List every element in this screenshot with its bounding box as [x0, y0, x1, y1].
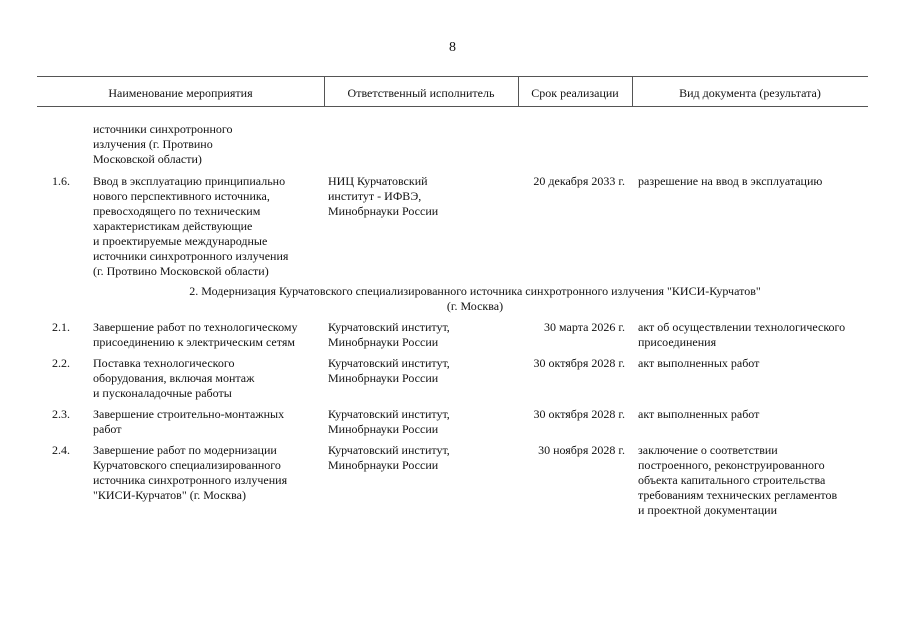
row-name: Поставка технологического оборудования, включая монтаж и пусконаладочные работы [93, 356, 255, 400]
row-document: заключение о соответствии построенного, реконструированного объекта капитального строительства требованиям технических регламентов и проектной документации [638, 443, 838, 517]
row-responsible: Курчатовский институт, Минобрнауки России [328, 320, 450, 349]
row-responsible: НИЦ Курчатовский институт - ИФВЭ, Минобрнауки России [328, 174, 439, 218]
row-number: 2.1. [52, 320, 70, 334]
row-responsible: Курчатовский институт, Минобрнауки России [328, 443, 450, 472]
page-number: 8 [449, 40, 456, 55]
row-number: 2.4. [52, 443, 70, 457]
row-name: Ввод в эксплуатацию принципиально нового перспективного источника, превосходящего по техническим характеристикам действующие и проектируемые международные источники синхротронного излучения (г. Протвино Московской области) [93, 174, 289, 278]
table-header-bottom-rule [37, 106, 868, 107]
row-name: Завершение работ по модернизации Курчатовского специализированного источника синхротронного излучения "КИСИ-Курчатов" (г. Москва) [93, 443, 288, 502]
row-document: разрешение на ввод в эксплуатацию [638, 174, 823, 188]
header-responsible: Ответственный исполнитель [347, 86, 495, 100]
row-responsible: Курчатовский институт, Минобрнауки России [328, 356, 450, 385]
row-document: акт об осуществлении технологического присоединения [638, 320, 846, 349]
continuation-name: источники синхротронного излучения (г. Протвино Московской области) [93, 122, 233, 166]
header-name: Наименование мероприятия [108, 86, 253, 100]
row-name: Завершение работ по технологическому присоединению к электрическим сетям [93, 320, 298, 349]
table-header-top-rule [37, 76, 868, 77]
row-document: акт выполненных работ [638, 356, 760, 370]
row-term: 20 декабря 2033 г. [533, 174, 625, 188]
section-title: 2. Модернизация Курчатовского специализированного источника синхротронного излучения "КИСИ-Курчатов" (г. Москва) [189, 284, 761, 313]
row-number: 2.3. [52, 407, 70, 421]
row-term: 30 марта 2026 г. [544, 320, 625, 334]
row-document: акт выполненных работ [638, 407, 760, 421]
row-term: 30 ноября 2028 г. [538, 443, 625, 457]
row-term: 30 октября 2028 г. [533, 356, 625, 370]
header-term: Срок реализации [531, 86, 619, 100]
row-term: 30 октября 2028 г. [533, 407, 625, 421]
row-number: 1.6. [52, 174, 70, 188]
row-responsible: Курчатовский институт, Минобрнауки России [328, 407, 450, 436]
header-document: Вид документа (результата) [679, 86, 821, 100]
row-number: 2.2. [52, 356, 70, 370]
row-name: Завершение строительно-монтажных работ [93, 407, 285, 436]
